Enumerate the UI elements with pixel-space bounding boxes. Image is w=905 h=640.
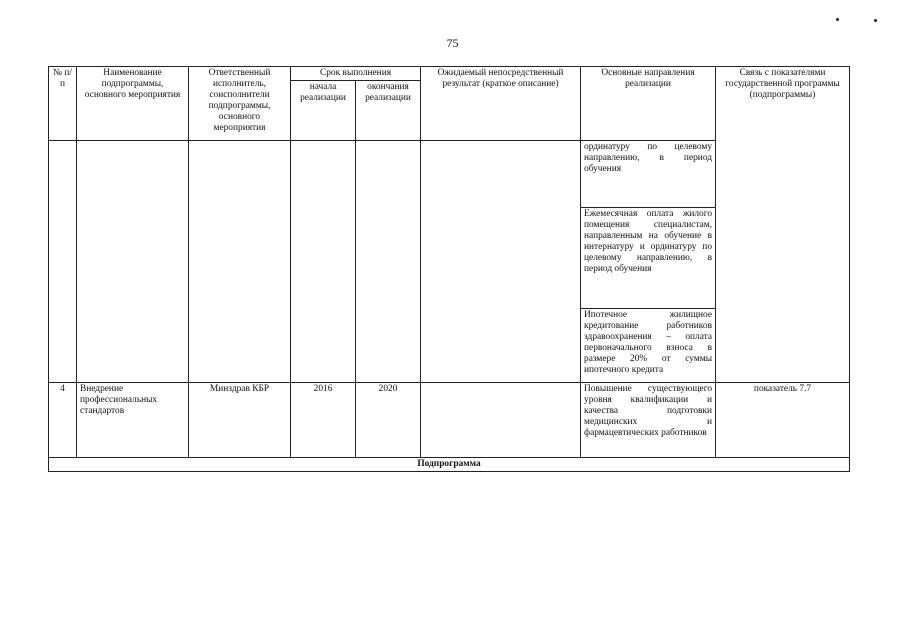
row-number: 4 xyxy=(49,383,77,458)
scan-artifact-dot xyxy=(836,18,839,21)
empty-cell xyxy=(291,141,356,383)
header-num: № п/ п xyxy=(49,67,77,141)
header-responsible: Ответственный исполнитель, соисполнители подпрограммы, основного мероприятия xyxy=(189,67,291,141)
responsible-executor: Минздрав КБР xyxy=(189,383,291,458)
header-result: Ожидаемый непосредственный результат (краткое описание) xyxy=(421,67,581,141)
empty-cell xyxy=(189,141,291,383)
measure-name: Внедрение профессиональных стандартов xyxy=(77,383,189,458)
direction-cell: ординатуру по целевому направлению, в период обучения xyxy=(581,141,716,208)
direction-cell: Ипотечное жилищное кредитование работников здравоохранения – оплата первоначального взноса в размере 20% от суммы ипотечного кредита xyxy=(581,309,716,383)
header-name: Наименование подпрограммы, основного мероприятия xyxy=(77,67,189,141)
header-term-end: окончания реализации xyxy=(356,81,421,141)
indicator-cell: показатель 7.7 xyxy=(716,383,850,458)
direction-cell: Ежемесячная оплата жилого помещения специалистам, направленным на обучение в интернатуру и ординатуру по целевому направлению, в период обучения xyxy=(581,208,716,309)
empty-cell xyxy=(77,141,189,383)
expected-result xyxy=(421,383,581,458)
header-indicators: Связь с показателями государственной программы (подпрограммы) xyxy=(716,67,850,383)
scan-artifact-dot xyxy=(874,19,877,22)
term-start: 2016 xyxy=(291,383,356,458)
term-end: 2020 xyxy=(356,383,421,458)
table-row-4 xyxy=(49,383,850,458)
header-directions: Основные направления реализации xyxy=(581,67,716,141)
subprogram-label: Подпрограмма xyxy=(49,458,850,472)
page-number: 75 xyxy=(446,36,459,50)
empty-cell xyxy=(49,141,77,383)
header-term: Срок выполнения xyxy=(291,67,421,81)
empty-cell xyxy=(421,141,581,383)
header-term-start: начала реализации xyxy=(291,81,356,141)
program-table xyxy=(48,66,850,472)
header-row xyxy=(49,67,850,81)
empty-cell xyxy=(356,141,421,383)
subprogram-row xyxy=(49,458,850,472)
direction-cell: Повышение существующего уровня квалификации и качества подготовки медицинских и фармацевтических работников xyxy=(581,383,716,458)
